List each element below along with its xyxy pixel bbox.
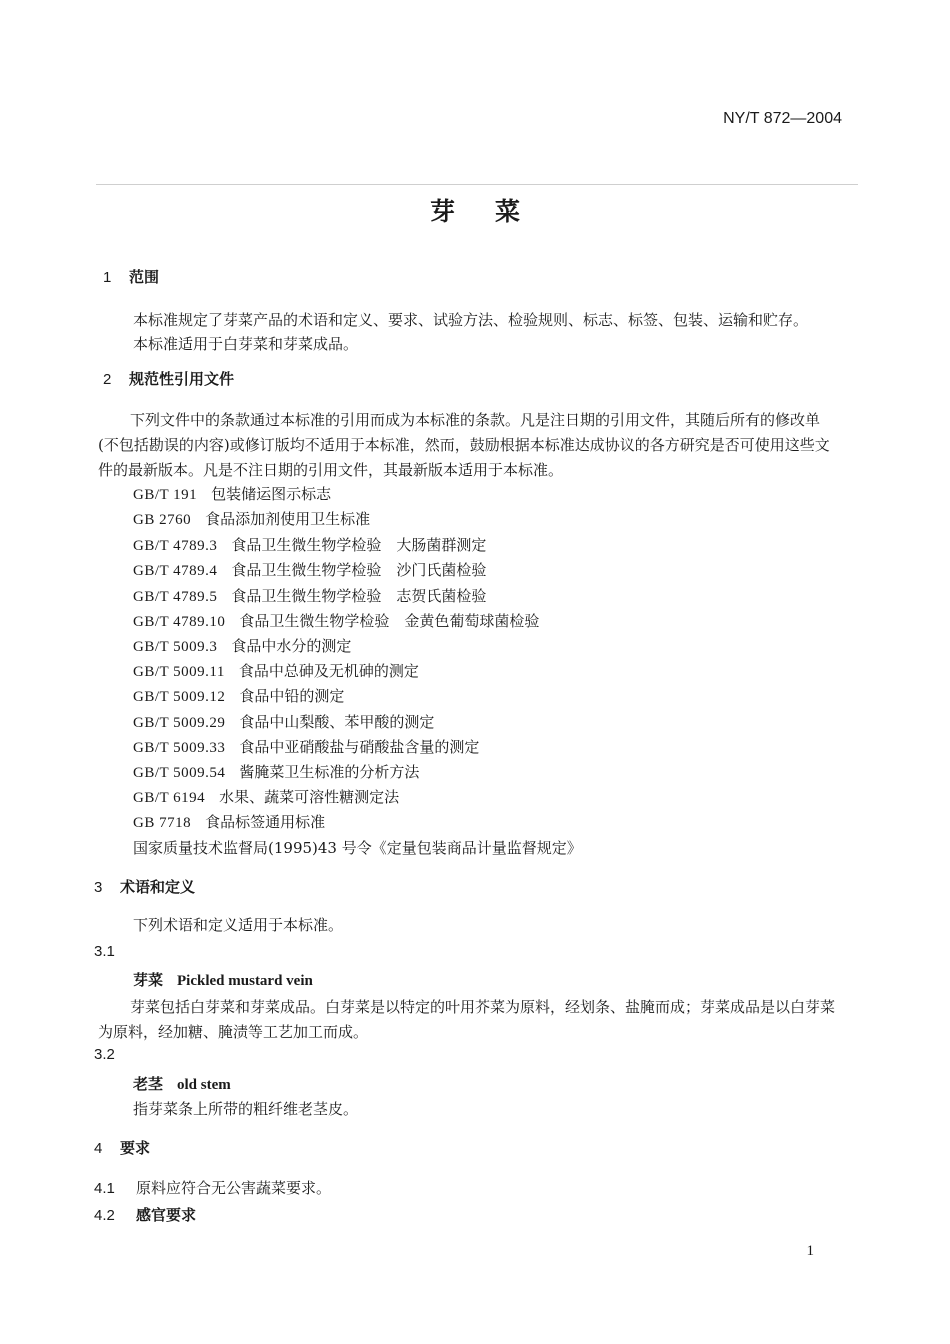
reference-item (133, 508, 370, 529)
requirement-number: 4.2 (94, 1207, 115, 1224)
reference-title: 食品卫生微生物学检验 志贺氏菌检验 (231, 587, 487, 605)
section-1-paragraph: 本标准规定了芽菜产品的术语和定义、要求、试验方法、检验规则、标志、标签、包装、运输和贮存。 (133, 311, 809, 329)
standard-code: NY/T 872—2004 (723, 110, 842, 127)
page-title: 芽菜 (429, 197, 560, 226)
reference-item (133, 660, 419, 681)
term-chinese: 老茎 (133, 1075, 164, 1093)
section-4-number: 4 (94, 1140, 103, 1157)
reference-item (133, 837, 582, 858)
reference-code: GB/T 5009.33 (133, 740, 226, 756)
page-number: 1 (806, 1243, 814, 1259)
section-4-heading (94, 1137, 150, 1158)
reference-code: GB/T 5009.11 (133, 664, 225, 680)
section-3-heading (94, 876, 195, 897)
reference-title: 水果、蔬菜可溶性糖测定法 (219, 788, 400, 806)
reference-item (133, 534, 486, 555)
requirement-text: 感官要求 (136, 1206, 197, 1224)
reference-title: 食品中铅的测定 (239, 687, 345, 705)
term-heading (133, 969, 313, 990)
reference-title: 食品添加剂使用卫生标准 (205, 510, 371, 528)
reference-title: 食品卫生微生物学检验 大肠菌群测定 (231, 536, 487, 554)
reference-title: 包装储运图示标志 (211, 485, 332, 503)
term-number: 3.2 (94, 1046, 115, 1063)
reference-item (133, 610, 539, 631)
requirement-number: 4.1 (94, 1180, 115, 1197)
term-number: 3.1 (94, 943, 115, 960)
reference-item (133, 711, 434, 732)
term-chinese: 芽菜 (133, 971, 164, 989)
reference-item (133, 483, 331, 504)
section-1-title: 范围 (129, 268, 160, 286)
reference-title: 食品中亚硝酸盐与硝酸盐含量的测定 (239, 738, 480, 756)
reference-code: GB 2760 (133, 512, 192, 528)
reference-code: GB/T 4789.3 (133, 538, 218, 554)
section-4-title: 要求 (120, 1139, 151, 1157)
reference-title: 食品卫生微生物学检验 沙门氏菌检验 (231, 561, 487, 579)
section-3-intro: 下列术语和定义适用于本标准。 (133, 916, 344, 934)
reference-code: GB/T 4789.5 (133, 589, 218, 605)
term-english: Pickled mustard vein (177, 973, 313, 989)
section-3-title: 术语和定义 (120, 878, 196, 896)
reference-item (133, 585, 486, 606)
term-definition: 指芽菜条上所带的粗纤维老茎皮。 (133, 1100, 359, 1118)
section-2-title: 规范性引用文件 (129, 370, 235, 388)
reference-code: GB/T 5009.54 (133, 765, 226, 781)
reference-title: 食品中水分的测定 (231, 637, 352, 655)
section-1-heading (103, 266, 159, 287)
reference-item (133, 761, 419, 782)
reference-title: 食品中山梨酸、苯甲酸的测定 (239, 713, 435, 731)
term-heading (133, 1073, 231, 1094)
section-3-number: 3 (94, 879, 103, 896)
section-2-heading (103, 368, 234, 389)
reference-code: GB/T 4789.4 (133, 563, 218, 579)
reference-item (133, 786, 399, 807)
reference-title: 食品标签通用标准 (205, 813, 326, 831)
requirement-text: 原料应符合无公害蔬菜要求。 (136, 1179, 332, 1197)
reference-code: GB/T 6194 (133, 790, 206, 806)
reference-title: 食品卫生微生物学检验 金黄色葡萄球菌检验 (239, 612, 540, 630)
section-1-number: 1 (103, 269, 112, 286)
reference-code: GB/T 4789.10 (133, 614, 226, 630)
section-1-paragraph: 本标准适用于白芽菜和芽菜成品。 (133, 335, 359, 353)
term-definition: 芽菜包括白芽菜和芽菜成品。白芽菜是以特定的叶用芥菜为原料，经划条、盐腌而成；芽菜成品是以白芽菜为原料，经加糖、腌渍等工艺加工而成。 (98, 998, 836, 1041)
reference-title: 酱腌菜卫生标准的分析方法 (239, 763, 420, 781)
reference-title: 国家质量技术监督局(1995)43 号令《定量包装商品计量监督规定》 (133, 839, 582, 857)
section-2-intro: 下列文件中的条款通过本标准的引用而成为本标准的条款。凡是注日期的引用文件，其随后所有的修改单(不包括勘误的内容)或修订版均不适用于本标准，然而，鼓励根据本标准达成协议的各方研究是否可使用这些文件的最新版本。凡是不注日期的引用文件，其最新版本适用于本标准。 (98, 411, 830, 479)
reference-code: GB/T 5009.3 (133, 639, 218, 655)
reference-code: GB/T 5009.12 (133, 689, 226, 705)
reference-item (133, 635, 351, 656)
reference-code: GB/T 5009.29 (133, 715, 226, 731)
reference-item (133, 685, 344, 706)
requirement-item (94, 1176, 331, 1201)
reference-title: 食品中总砷及无机砷的测定 (238, 662, 419, 680)
reference-code: GB 7718 (133, 815, 192, 831)
term-english: old stem (177, 1077, 231, 1093)
header-divider (96, 184, 858, 185)
reference-item (133, 811, 325, 832)
reference-item (133, 559, 486, 580)
section-2-number: 2 (103, 371, 112, 388)
reference-code: GB/T 191 (133, 487, 198, 503)
requirement-item (94, 1203, 196, 1228)
reference-item (133, 736, 479, 757)
